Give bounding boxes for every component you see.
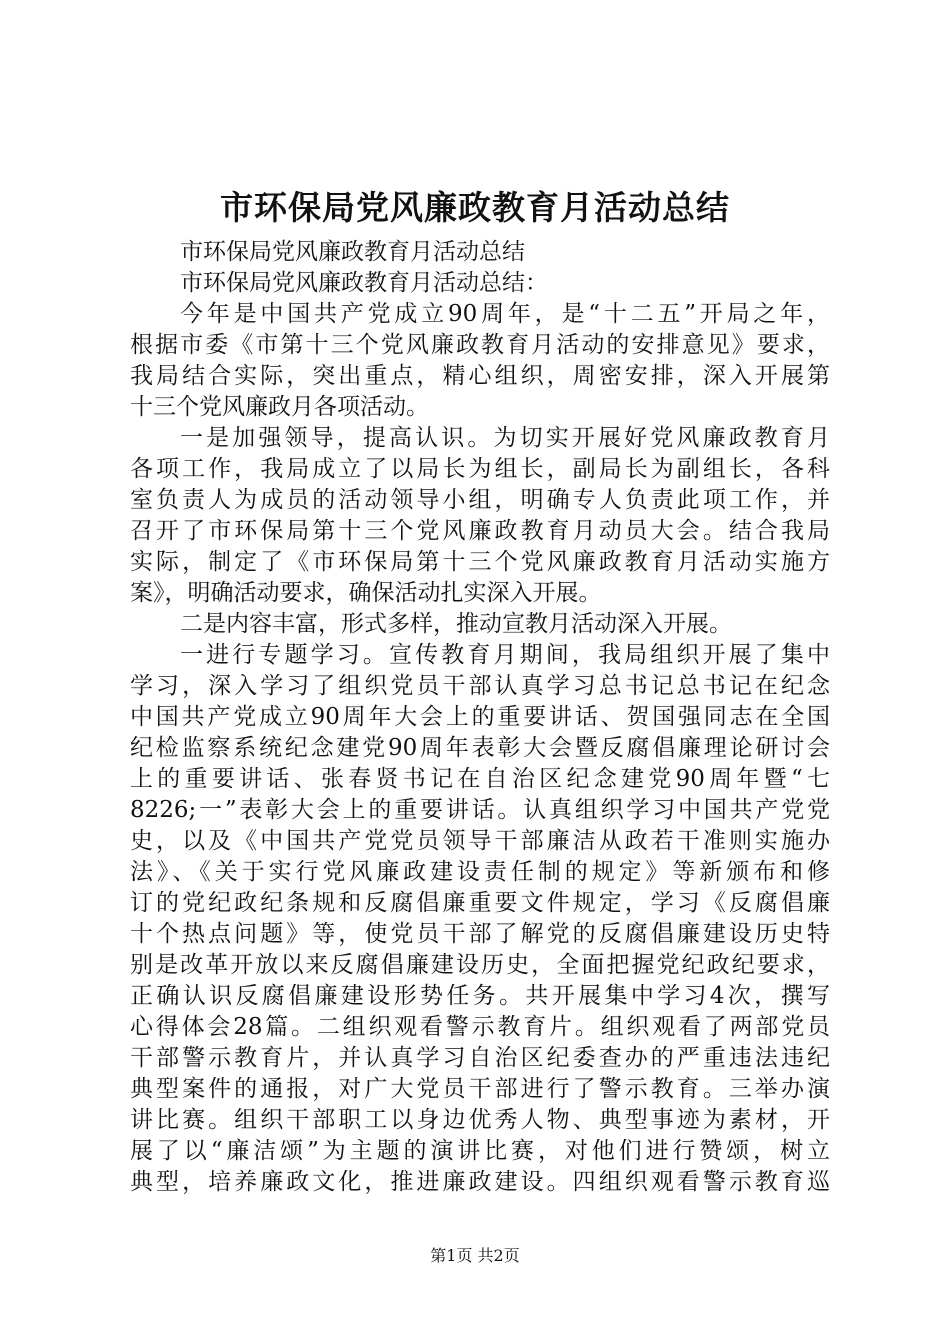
body-line: 十三个党风廉政月各项活动。 [130, 394, 429, 420]
body-line: 十个热点问题》等，使党员干部了解党的反腐倡廉建设历史特 [130, 921, 830, 947]
body-line: 市环保局党风廉政教育月活动总结： [180, 270, 548, 296]
body-line: 别是改革开放以来反腐倡廉建设历史，全面把握党纪政纪要求， [130, 952, 830, 978]
body-line: 干部警示教育片，并认真学习自治区纪委查办的严重违法违纪 [130, 1045, 830, 1071]
body-line: 史，以及《中国共产党党员领导干部廉洁从政若干准则实施办 [130, 828, 830, 854]
body-line: 一是加强领导，提高认识。为切实开展好党风廉政教育月 [180, 425, 830, 451]
body-line: 法》、《关于实行党风廉政建设责任制的规定》等新颁布和修 [130, 859, 830, 885]
document-title: 市环保局党风廉政教育月活动总结 [220, 188, 730, 227]
body-line: 讲比赛。组织干部职工以身边优秀人物、典型事迹为素材，开 [130, 1107, 830, 1133]
body-line: 上的重要讲话、张春贤书记在自治区纪念建党90周年暨“七 [130, 766, 830, 792]
body-line: 召开了市环保局第十三个党风廉政教育月动员大会。结合我局 [130, 518, 830, 544]
body-line: 中国共产党成立90周年大会上的重要讲话、贺国强同志在全国 [130, 704, 830, 730]
body-line: 订的党纪政纪条规和反腐倡廉重要文件规定，学习《反腐倡廉 [130, 890, 830, 916]
body-line: 室负责人为成员的活动领导小组，明确专人负责此项工作，并 [130, 487, 830, 513]
body-line: 根据市委《市第十三个党风廉政教育月活动的安排意见》要求， [130, 332, 830, 358]
body-line: 二是内容丰富，形式多样，推动宣教月活动深入开展。 [180, 611, 732, 637]
body-line: 典型，培养廉政文化，推进廉政建设。四组织观看警示教育巡 [130, 1169, 830, 1195]
body-line: 纪检监察系统纪念建党90周年表彰大会暨反腐倡廉理论研讨会 [130, 735, 830, 761]
body-line: 一进行专题学习。宣传教育月期间，我局组织开展了集中 [180, 642, 830, 668]
page-footer: 第1页 共2页 [430, 1246, 520, 1265]
body-line: 典型案件的通报，对广大党员干部进行了警示教育。三举办演 [130, 1076, 830, 1102]
body-line: 市环保局党风廉政教育月活动总结 [180, 239, 525, 265]
body-line: 8226;一”表彰大会上的重要讲话。认真组织学习中国共产党党 [130, 797, 830, 823]
body-line: 今年是中国共产党成立90周年，是“十二五”开局之年， [180, 301, 830, 327]
body-line: 正确认识反腐倡廉建设形势任务。共开展集中学习4次，撰写 [130, 983, 830, 1009]
body-line: 实际，制定了《市环保局第十三个党风廉政教育月活动实施方 [130, 549, 830, 575]
document-body [130, 237, 830, 1198]
body-line: 各项工作，我局成立了以局长为组长，副局长为副组长，各科 [130, 456, 830, 482]
body-line: 展了以“廉洁颂”为主题的演讲比赛，对他们进行赞颂，树立 [130, 1138, 830, 1164]
body-line: 我局结合实际，突出重点，精心组织，周密安排，深入开展第 [130, 363, 830, 389]
body-line: 学习，深入学习了组织党员干部认真学习总书记总书记在纪念 [130, 673, 830, 699]
body-line: 心得体会28篇。二组织观看警示教育片。组织观看了两部党员 [130, 1014, 830, 1040]
body-line: 案》，明确活动要求，确保活动扎实深入开展。 [130, 580, 602, 606]
